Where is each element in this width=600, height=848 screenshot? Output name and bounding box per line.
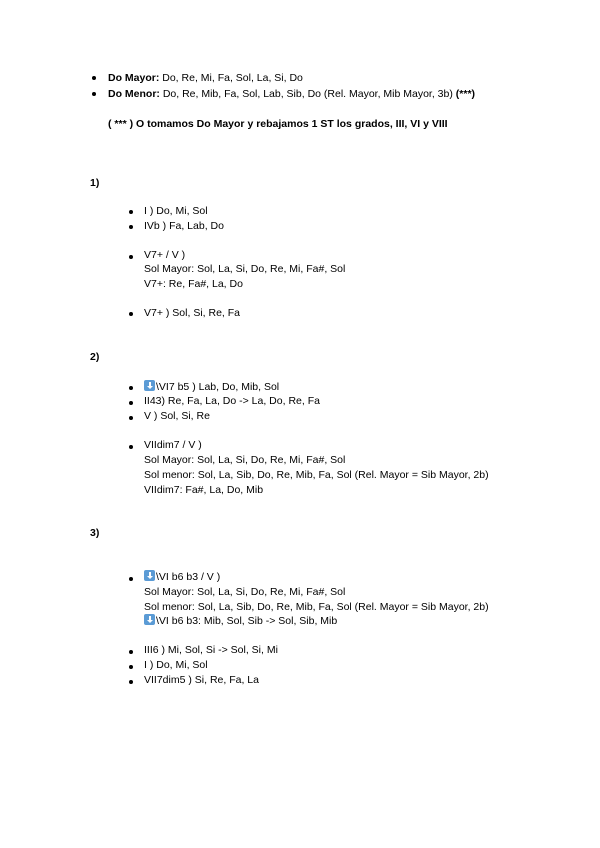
s1-item-3-line-1: Sol Mayor: Sol, La, Si, Do, Re, Mi, Fa#, Sol <box>144 263 346 275</box>
s2-item-1 <box>144 380 279 394</box>
bullet-icon <box>129 386 133 390</box>
bullet-icon <box>129 210 133 214</box>
arrow-down-icon <box>144 570 155 581</box>
bullet-icon <box>129 680 133 684</box>
s3-item-1-line-3-text: \VI b6 b3: Mib, Sol, Sib -> Sol, Sib, Mib <box>156 615 338 627</box>
s2-item-4: VIIdim7 / V ) <box>144 439 202 451</box>
s2-item-3: V ) Sol, Si, Re <box>144 410 210 422</box>
bullet-icon <box>129 255 133 259</box>
bullet-icon <box>129 225 133 229</box>
arrow-down-icon <box>144 614 155 625</box>
bullet-icon <box>129 665 133 669</box>
arrow-down-icon <box>144 380 155 391</box>
s2-item-4-line-3: VIIdim7: Fa#, La, Do, Mib <box>144 484 264 496</box>
s1-item-3: V7+ / V ) <box>144 249 186 261</box>
note: ( *** ) O tomamos Do Mayor y rebajamos 1 ST los grados, III, VI y VIII <box>108 118 448 130</box>
s3-item-1 <box>144 570 220 584</box>
s1-item-3-line-2: V7+: Re, Fa#, La, Do <box>144 278 243 290</box>
intro-suffix: (***) <box>455 88 476 100</box>
bullet-icon <box>92 92 96 96</box>
s3-item-1-text: \VI b6 b3 / V ) <box>156 571 221 583</box>
intro-text: Do, Re, Mib, Fa, Sol, Lab, Sib, Do (Rel. Mayor, Mib Mayor, 3b) <box>159 88 456 100</box>
s3-item-1-line-3 <box>144 614 337 628</box>
intro-label: Do Mayor: <box>108 72 160 84</box>
s1-item-2: IVb ) Fa, Lab, Do <box>144 220 224 232</box>
intro-label: Do Menor: <box>108 88 160 100</box>
s1-item-1: I ) Do, Mi, Sol <box>144 205 208 217</box>
s2-item-2: II43) Re, Fa, La, Do -> La, Do, Re, Fa <box>144 395 320 407</box>
s3-item-4: VII7dim5 ) Si, Re, Fa, La <box>144 674 259 686</box>
bullet-icon <box>129 312 133 316</box>
intro-do-menor <box>108 87 475 101</box>
bullet-icon <box>129 650 133 654</box>
s3-item-1-line-2: Sol menor: Sol, La, Sib, Do, Re, Mib, Fa, Sol (Rel. Mayor = Sib Mayor, 2b) <box>144 601 489 613</box>
section-heading-1: 1) <box>90 177 100 189</box>
s3-item-3: I ) Do, Mi, Sol <box>144 659 208 671</box>
intro-do-mayor <box>108 71 303 85</box>
bullet-icon <box>129 577 133 581</box>
intro-text: Do, Re, Mi, Fa, Sol, La, Si, Do <box>159 72 303 84</box>
s1-item-4: V7+ ) Sol, Si, Re, Fa <box>144 307 240 319</box>
bullet-icon <box>129 445 133 449</box>
s3-item-1-line-1: Sol Mayor: Sol, La, Si, Do, Re, Mi, Fa#, Sol <box>144 586 346 598</box>
s2-item-4-line-2: Sol menor: Sol, La, Sib, Do, Re, Mib, Fa, Sol (Rel. Mayor = Sib Mayor, 2b) <box>144 469 489 481</box>
bullet-icon <box>129 416 133 420</box>
s2-item-4-line-1: Sol Mayor: Sol, La, Si, Do, Re, Mi, Fa#, Sol <box>144 454 346 466</box>
s3-item-2: III6 ) Mi, Sol, Si -> Sol, Si, Mi <box>144 644 278 656</box>
bullet-icon <box>129 401 133 405</box>
bullet-icon <box>92 76 96 80</box>
section-heading-2: 2) <box>90 351 100 363</box>
section-heading-3: 3) <box>90 527 100 539</box>
s2-item-1-text: \VI7 b5 ) Lab, Do, Mib, Sol <box>156 381 280 393</box>
